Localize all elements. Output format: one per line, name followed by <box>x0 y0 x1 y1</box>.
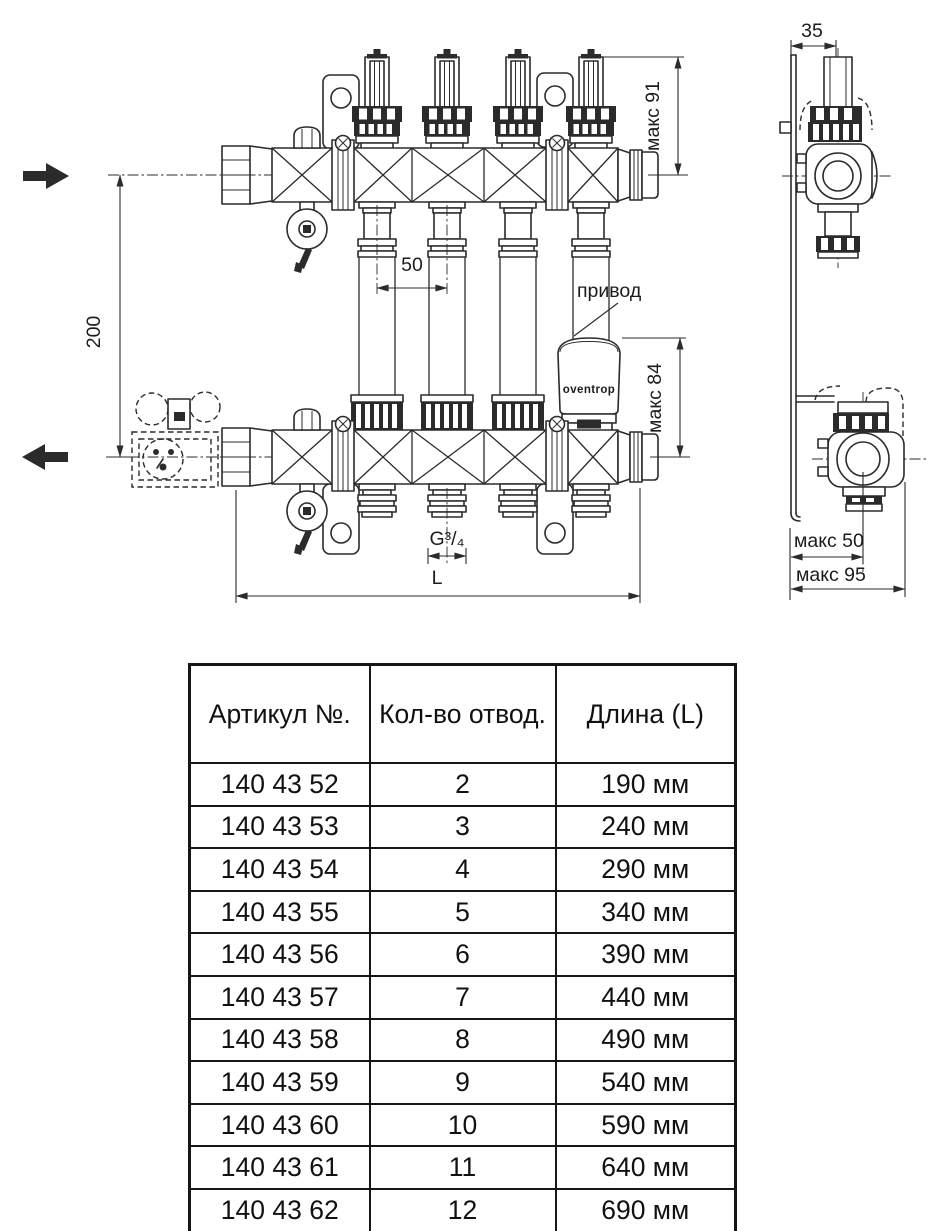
vent-cap <box>294 409 320 430</box>
table-row <box>190 1104 736 1147</box>
table-row <box>190 976 736 1019</box>
top-manifold <box>222 49 658 273</box>
table-row <box>190 1061 736 1104</box>
actuator-label: привод <box>577 280 642 302</box>
cell-article: 140 43 55 <box>190 891 370 934</box>
dim-35 <box>791 20 836 60</box>
dim-max50-label: макс 50 <box>794 530 864 552</box>
cell-outlets: 11 <box>370 1146 556 1189</box>
union-nut <box>222 428 250 486</box>
ball-valve <box>132 392 220 487</box>
cell-length: 240 мм <box>556 806 736 849</box>
cell-article: 140 43 57 <box>190 976 370 1019</box>
cell-length: 540 мм <box>556 1061 736 1104</box>
bracket-clamp <box>332 136 354 211</box>
side-bottom-assembly <box>815 386 904 511</box>
cell-article: 140 43 62 <box>190 1189 370 1231</box>
flow-out-arrow-icon <box>22 444 68 470</box>
outlet-connector <box>499 202 537 257</box>
drain-valve <box>287 484 327 555</box>
outlet-connector <box>499 484 537 517</box>
cell-article: 140 43 52 <box>190 763 370 806</box>
actuator-brand-label: oventrop <box>562 384 616 396</box>
drain-valve <box>287 202 327 273</box>
dim-max91-label: макс 91 <box>642 81 664 151</box>
cell-outlets: 5 <box>370 891 556 934</box>
cell-length: 440 мм <box>556 976 736 1019</box>
dim-50-label: 50 <box>401 254 423 276</box>
col-header-article: Артикул №. <box>190 665 370 764</box>
valve-handwheel <box>421 395 473 430</box>
outlet-connector <box>572 484 610 517</box>
bracket-clamp <box>332 417 354 492</box>
cell-outlets: 8 <box>370 1019 556 1062</box>
dim-length-label: L <box>431 567 443 589</box>
cell-article: 140 43 59 <box>190 1061 370 1104</box>
cell-outlets: 7 <box>370 976 556 1019</box>
table-row <box>190 848 736 891</box>
vent-cap <box>294 127 320 148</box>
front-view <box>22 49 690 603</box>
table-header-row <box>190 665 736 764</box>
cell-outlets: 10 <box>370 1104 556 1147</box>
dim-200 <box>83 175 134 457</box>
cell-article: 140 43 53 <box>190 806 370 849</box>
col-header-outlets: Кол-во отвод. <box>370 665 556 764</box>
bottom-manifold <box>222 338 658 555</box>
flow-in-arrow-icon <box>23 163 69 189</box>
cell-outlets: 6 <box>370 933 556 976</box>
cell-length: 190 мм <box>556 763 736 806</box>
table-row <box>190 763 736 806</box>
col-header-length: Длина (L) <box>556 665 736 764</box>
table-row <box>190 1189 736 1231</box>
cell-length: 590 мм <box>556 1104 736 1147</box>
cell-length: 390 мм <box>556 933 736 976</box>
side-top-assembly <box>797 57 877 258</box>
union-nut <box>222 146 250 204</box>
outlet-connector <box>572 202 610 257</box>
table-row <box>190 1019 736 1062</box>
cell-article: 140 43 60 <box>190 1104 370 1147</box>
thread-label: G³/₄ <box>429 528 465 550</box>
bracket-clamp <box>546 417 568 492</box>
cell-length: 690 мм <box>556 1189 736 1231</box>
cell-length: 290 мм <box>556 848 736 891</box>
cell-article: 140 43 56 <box>190 933 370 976</box>
dim-35-label: 35 <box>801 20 823 42</box>
cell-article: 140 43 54 <box>190 848 370 891</box>
flow-meter <box>422 49 472 149</box>
actuator <box>558 338 620 432</box>
cell-article: 140 43 61 <box>190 1146 370 1189</box>
outlet-connector <box>358 484 396 517</box>
cell-outlets: 4 <box>370 848 556 891</box>
cell-length: 640 мм <box>556 1146 736 1189</box>
dim-200-label: 200 <box>83 315 105 349</box>
dim-max84-label: макс 84 <box>644 363 666 433</box>
flow-meter <box>493 49 543 149</box>
table-row <box>190 1146 736 1189</box>
cell-outlets: 2 <box>370 763 556 806</box>
bracket-clamp <box>546 136 568 211</box>
dim-max95-label: макс 95 <box>796 564 866 586</box>
table-row <box>190 933 736 976</box>
valve-handwheel <box>351 395 403 430</box>
cell-outlets: 12 <box>370 1189 556 1231</box>
actuator-callout <box>574 280 642 336</box>
cell-article: 140 43 58 <box>190 1019 370 1062</box>
product-table <box>188 663 737 1231</box>
valve-handwheel <box>492 395 544 430</box>
cell-length: 340 мм <box>556 891 736 934</box>
table-row <box>190 806 736 849</box>
cell-outlets: 3 <box>370 806 556 849</box>
cell-outlets: 9 <box>370 1061 556 1104</box>
side-view <box>780 20 928 600</box>
cell-length: 490 мм <box>556 1019 736 1062</box>
table-row <box>190 891 736 934</box>
